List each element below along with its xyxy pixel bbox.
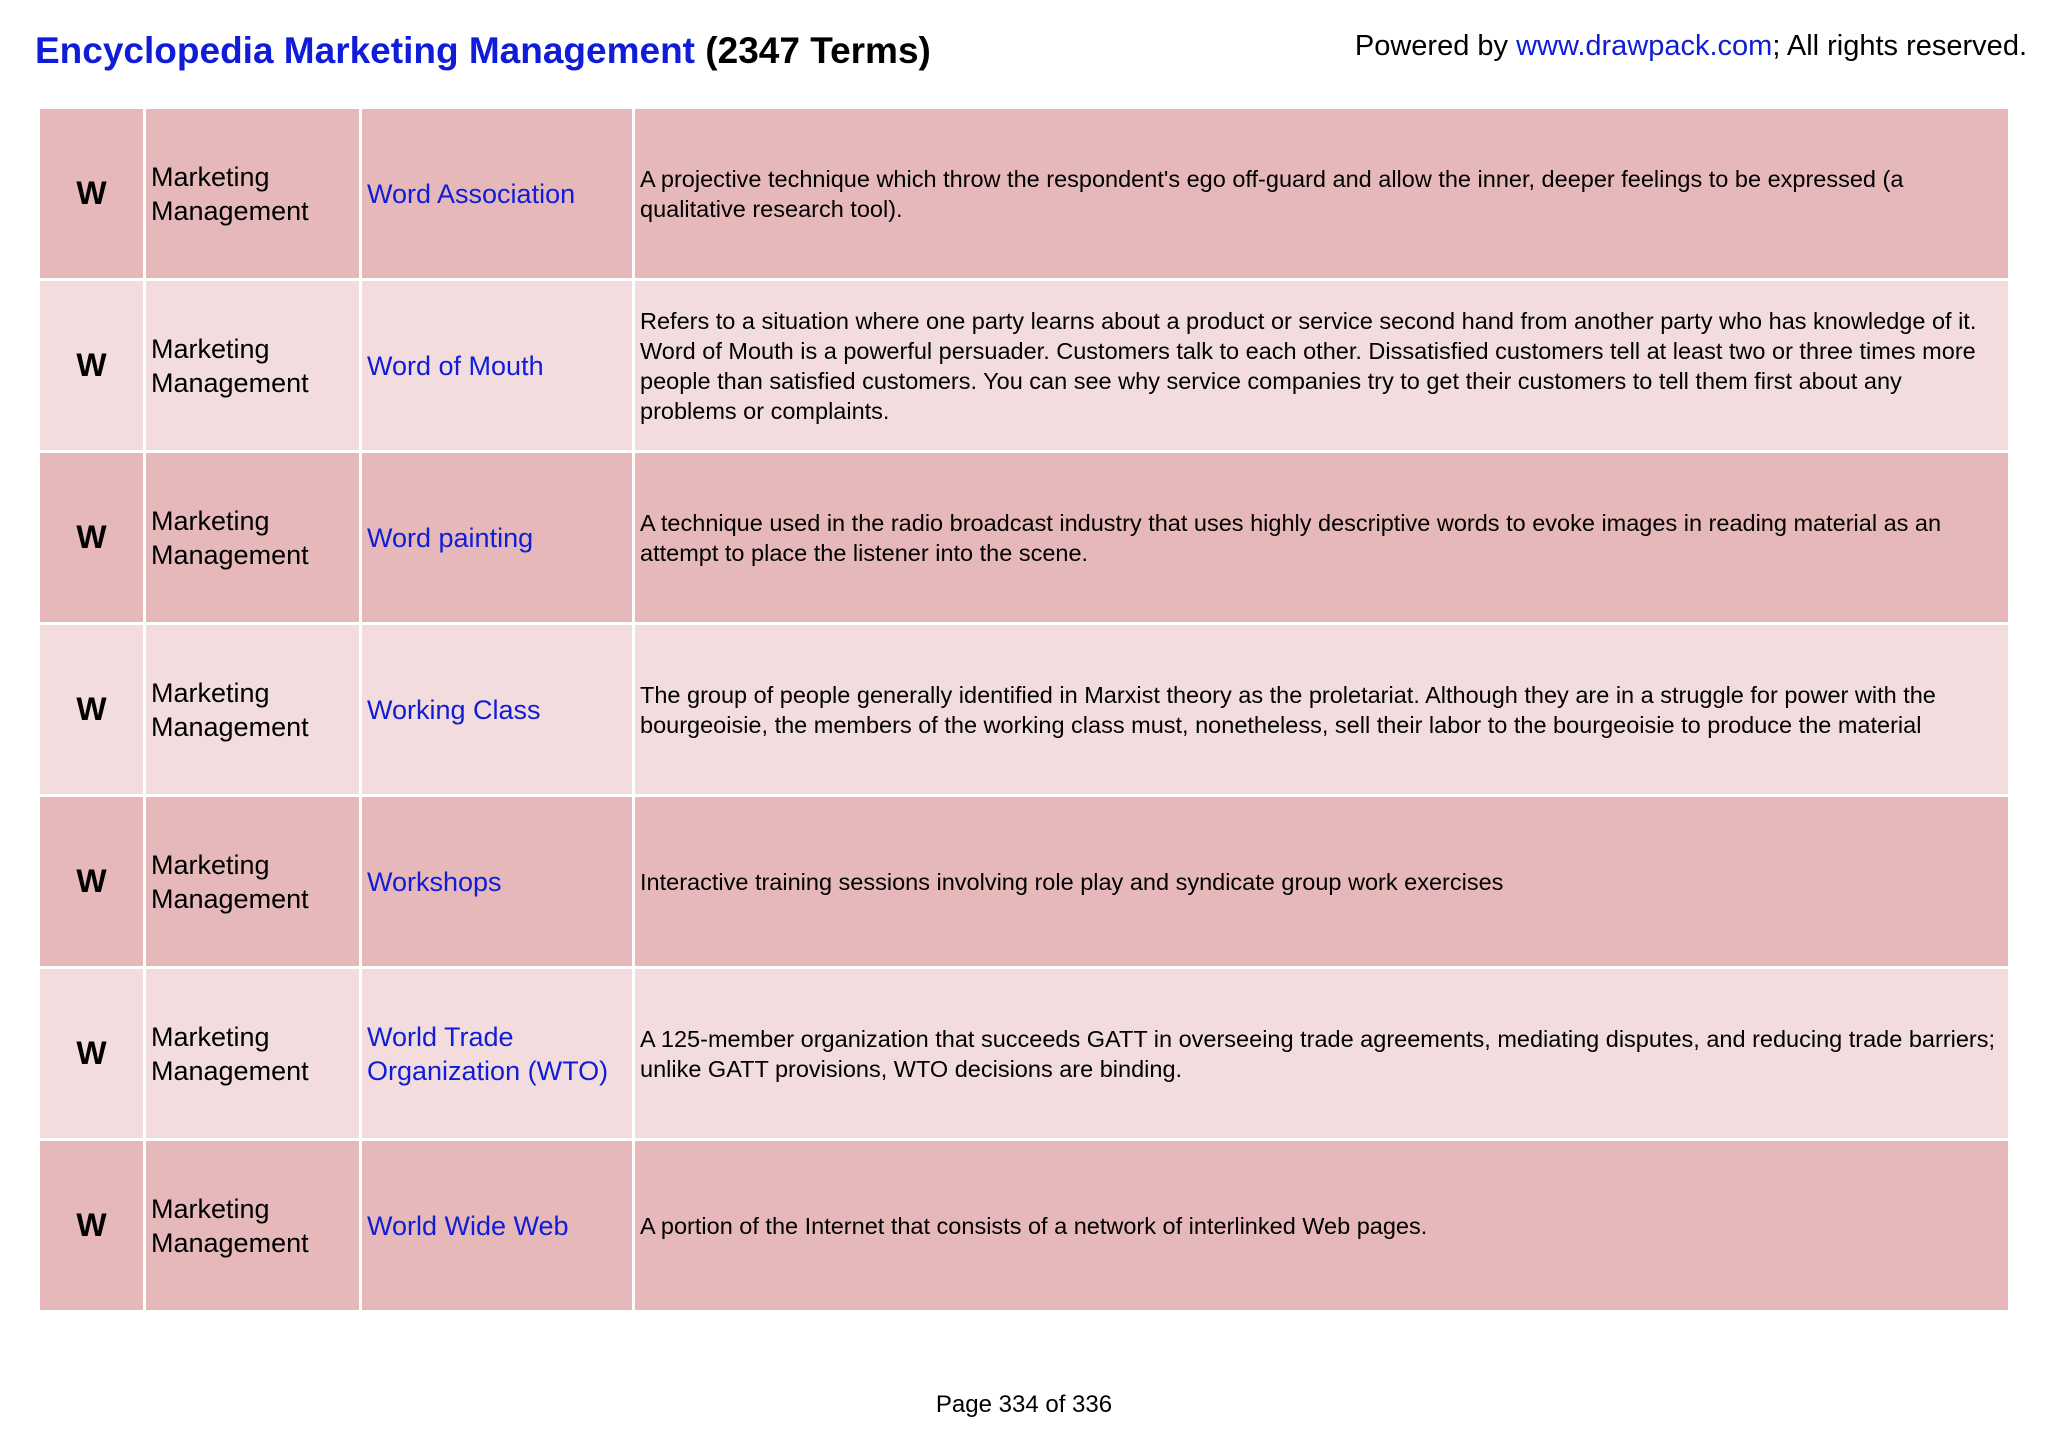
category-cell: Marketing Management: [145, 280, 361, 452]
definition-cell: A 125-member organization that succeeds GATT in overseeing trade agreements, mediating disputes, and reducing trade barriers; unlike GATT provisions, WTO decisions are binding.: [634, 968, 2010, 1140]
table-row: [39, 1140, 2010, 1312]
table-row: [39, 280, 2010, 452]
letter-cell: W: [39, 1140, 145, 1312]
term-count: (2347 Terms): [705, 30, 931, 71]
term-link[interactable]: Working Class: [361, 624, 634, 796]
letter-cell: W: [39, 796, 145, 968]
category-cell: Marketing Management: [145, 1140, 361, 1312]
definition-cell: A technique used in the radio broadcast industry that uses highly descriptive words to evoke images in reading material as an attempt to place the listener into the scene.: [634, 452, 2010, 624]
definition-cell: The group of people generally identified in Marxist theory as the proletariat. Although they are in a struggle for power with the bourgeoisie, the members of the working class must, nonetheless, sell their labor to the bourgeoisie to produce the material: [634, 624, 2010, 796]
category-cell: Marketing Management: [145, 624, 361, 796]
term-link[interactable]: Word Association: [361, 108, 634, 280]
drawpack-link[interactable]: www.drawpack.com: [1516, 30, 1773, 62]
table-row: [39, 796, 2010, 968]
powered-by-notice: [1355, 30, 2027, 63]
definition-cell: Interactive training sessions involving role play and syndicate group work exercises: [634, 796, 2010, 968]
term-link[interactable]: Word of Mouth: [361, 280, 634, 452]
term-link[interactable]: Word painting: [361, 452, 634, 624]
term-link[interactable]: World Wide Web: [361, 1140, 634, 1312]
term-link[interactable]: Workshops: [361, 796, 634, 968]
definition-cell: A portion of the Internet that consists of a network of interlinked Web pages.: [634, 1140, 2010, 1312]
page-number: Page 334 of 336: [935, 1391, 1113, 1418]
category-cell: Marketing Management: [145, 108, 361, 280]
letter-cell: W: [39, 452, 145, 624]
category-cell: Marketing Management: [145, 796, 361, 968]
powered-by-prefix: Powered by: [1354, 30, 1517, 62]
table-row: [39, 968, 2010, 1140]
letter-cell: W: [39, 968, 145, 1140]
table-row: [39, 108, 2010, 280]
table-row: [39, 624, 2010, 796]
letter-cell: W: [39, 280, 145, 452]
table-row: [39, 452, 2010, 624]
terms-table: [37, 106, 2011, 1313]
category-cell: Marketing Management: [145, 452, 361, 624]
category-cell: Marketing Management: [145, 968, 361, 1140]
letter-cell: W: [39, 108, 145, 280]
page-title: [35, 30, 931, 72]
rights-reserved-text: ; All rights reserved.: [1772, 30, 2027, 62]
encyclopedia-title-link[interactable]: Encyclopedia Marketing Management: [35, 30, 696, 71]
definition-cell: Refers to a situation where one party learns about a product or service second hand from another party who has knowledge of it. Word of Mouth is a powerful persuader. Customers talk to each other. Dissatisfied customers tell at least two or three times more people than satisfied customers. You can see why service companies try to get their customers to tell them first about any problems or complaints.: [634, 280, 2010, 452]
definition-cell: A projective technique which throw the respondent's ego off-guard and allow the inner, deeper feelings to be expressed (a qualitative research tool).: [634, 108, 2010, 280]
letter-cell: W: [39, 624, 145, 796]
term-link[interactable]: World Trade Organization (WTO): [361, 968, 634, 1140]
